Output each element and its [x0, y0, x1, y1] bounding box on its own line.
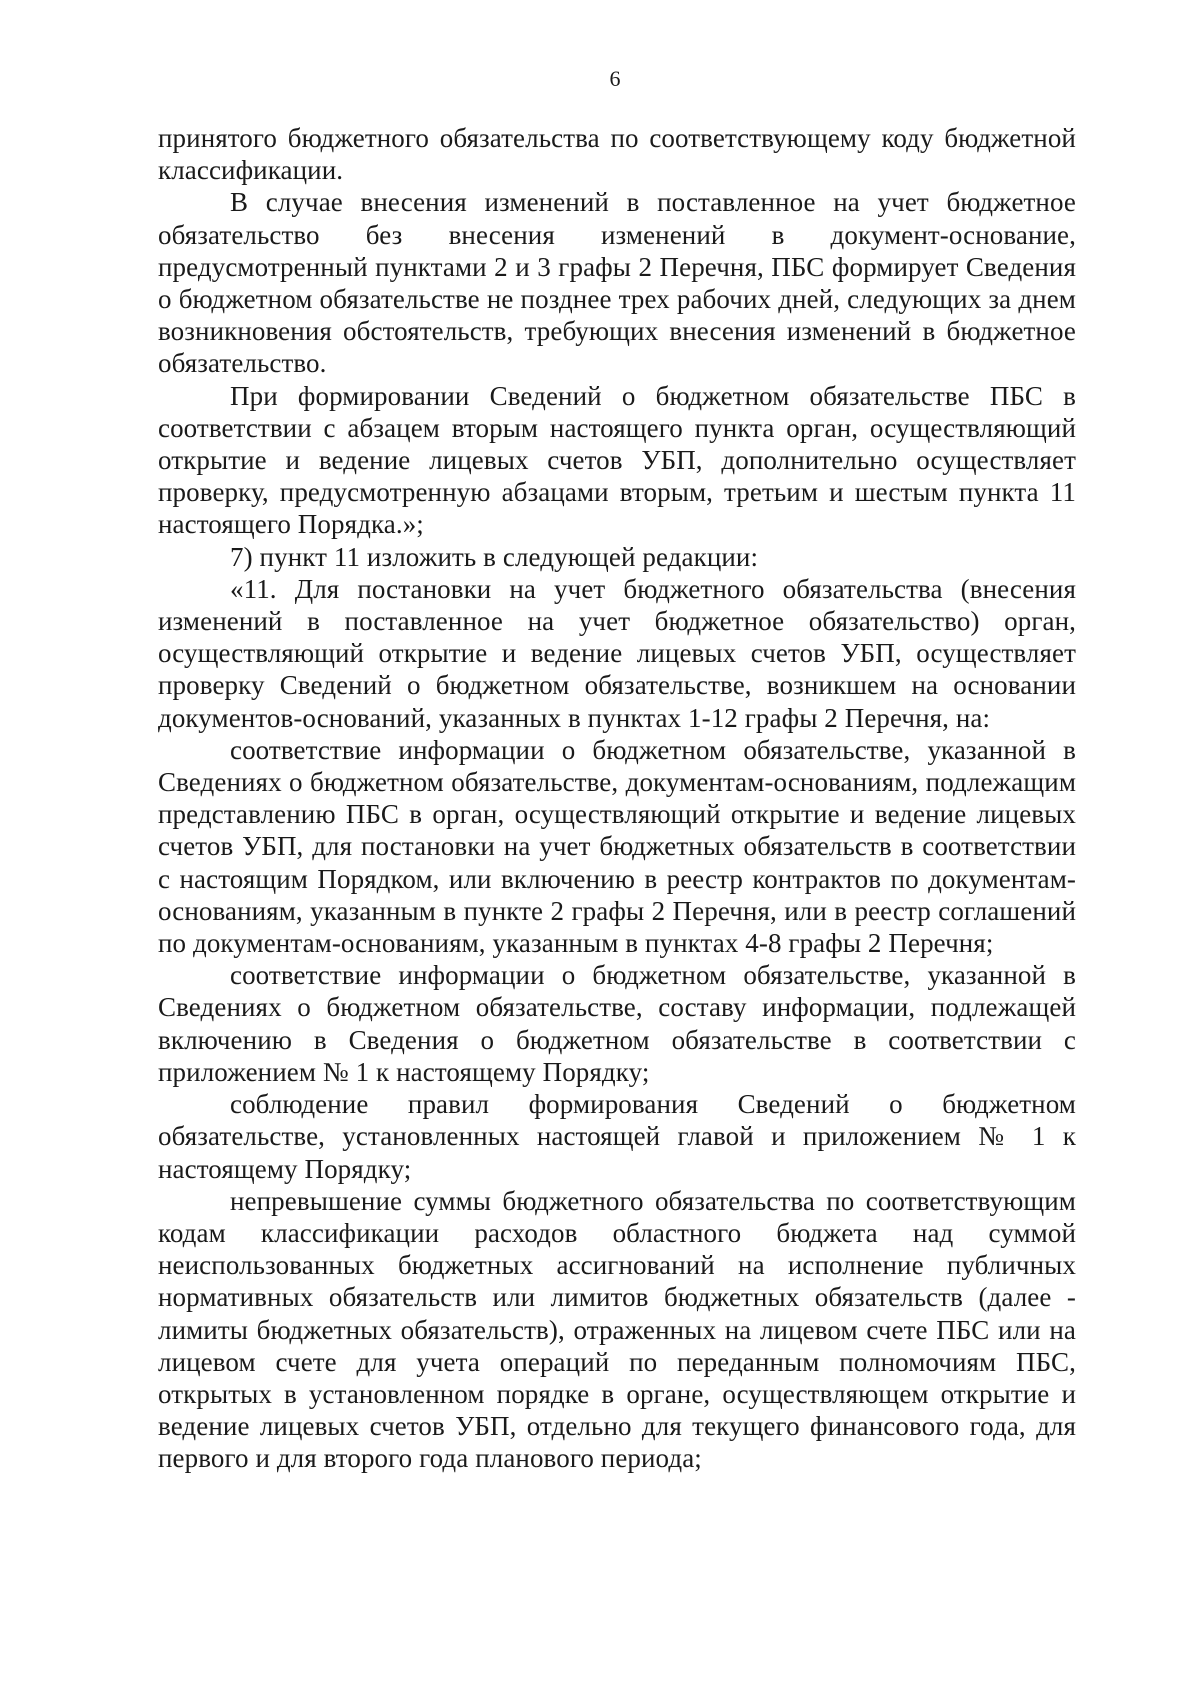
document-body: [158, 122, 1076, 1475]
paragraph-1: принятого бюджетного обязательства по соответствующему коду бюджетной классификации.: [158, 123, 1076, 186]
paragraph-2: В случае внесения изменений в поставленное на учет бюджетное обязательство без внесения изменений в документ-основание, предусмотренный пунктами 2 и 3 графы 2 Перечня, ПБС формирует Сведения о бюджетном обязательстве не позднее трех рабочих дней, следующих за днем возникновения обстоятельств, требующих внесения изменений в бюджетное обязательство.: [158, 187, 1076, 379]
paragraph-4: 7) пункт 11 изложить в следующей редакции:: [230, 541, 759, 572]
paragraph-3: При формировании Сведений о бюджетном обязательстве ПБС в соответствии с абзацем вторым настоящего пункта орган, осуществляющий открытие и ведение лицевых счетов УБП, дополнительно осуществляет проверку, предусмотренную абзацами вторым, третьим и шестым пункта 11 настоящего Порядка.»;: [158, 380, 1076, 540]
paragraph-7: соответствие информации о бюджетном обязательстве, указанной в Сведениях о бюджетном обязательстве, составу информации, подлежащей включению в Сведения о бюджетном обязательстве в соответствии с приложением № 1 к настоящему Порядку;: [158, 960, 1076, 1087]
paragraph-5: «11. Для постановки на учет бюджетного обязательства (внесения изменений в поставленное на учет бюджетное обязательство) орган, осуществляющий открытие и ведение лицевых счетов УБП, осуществляет проверку Сведений о бюджетном обязательстве, возникшем на основании документов-оснований, указанных в пунктах 1-12 графы 2 Перечня, на:: [158, 573, 1076, 733]
paragraph-9: непревышение суммы бюджетного обязательства по соответствующим кодам классификации расходов областного бюджета над суммой неиспользованных бюджетных ассигнований на исполнение публичных нормативных обязательств или лимитов бюджетных обязательств (далее - лимиты бюджетных обязательств), отраженных на лицевом счете ПБС или на лицевом счете для учета операций по переданным полномочиям ПБС, открытых в установленном порядке в органе, осуществляющем открытие и ведение лицевых счетов УБП, отдельно для текущего финансового года, для первого и для второго года планового периода;: [158, 1185, 1076, 1474]
paragraph-6: соответствие информации о бюджетном обязательстве, указанной в Сведениях о бюджетном обязательстве, документам-основаниям, подлежащим представлению ПБС в орган, осуществляющий открытие и ведение лицевых счетов УБП, для постановки на учет бюджетных обязательств в соответствии с настоящим Порядком, или включению в реестр контрактов по документам-основаниям, указанным в пункте 2 графы 2 Перечня, или в реестр соглашений по документам-основаниям, указанным в пунктах 4-8 графы 2 Перечня;: [158, 734, 1076, 959]
page-number: 6: [609, 66, 621, 91]
paragraph-8: соблюдение правил формирования Сведений о бюджетном обязательстве, установленных настоящей главой и приложением № 1 к настоящему Порядку;: [158, 1089, 1076, 1184]
